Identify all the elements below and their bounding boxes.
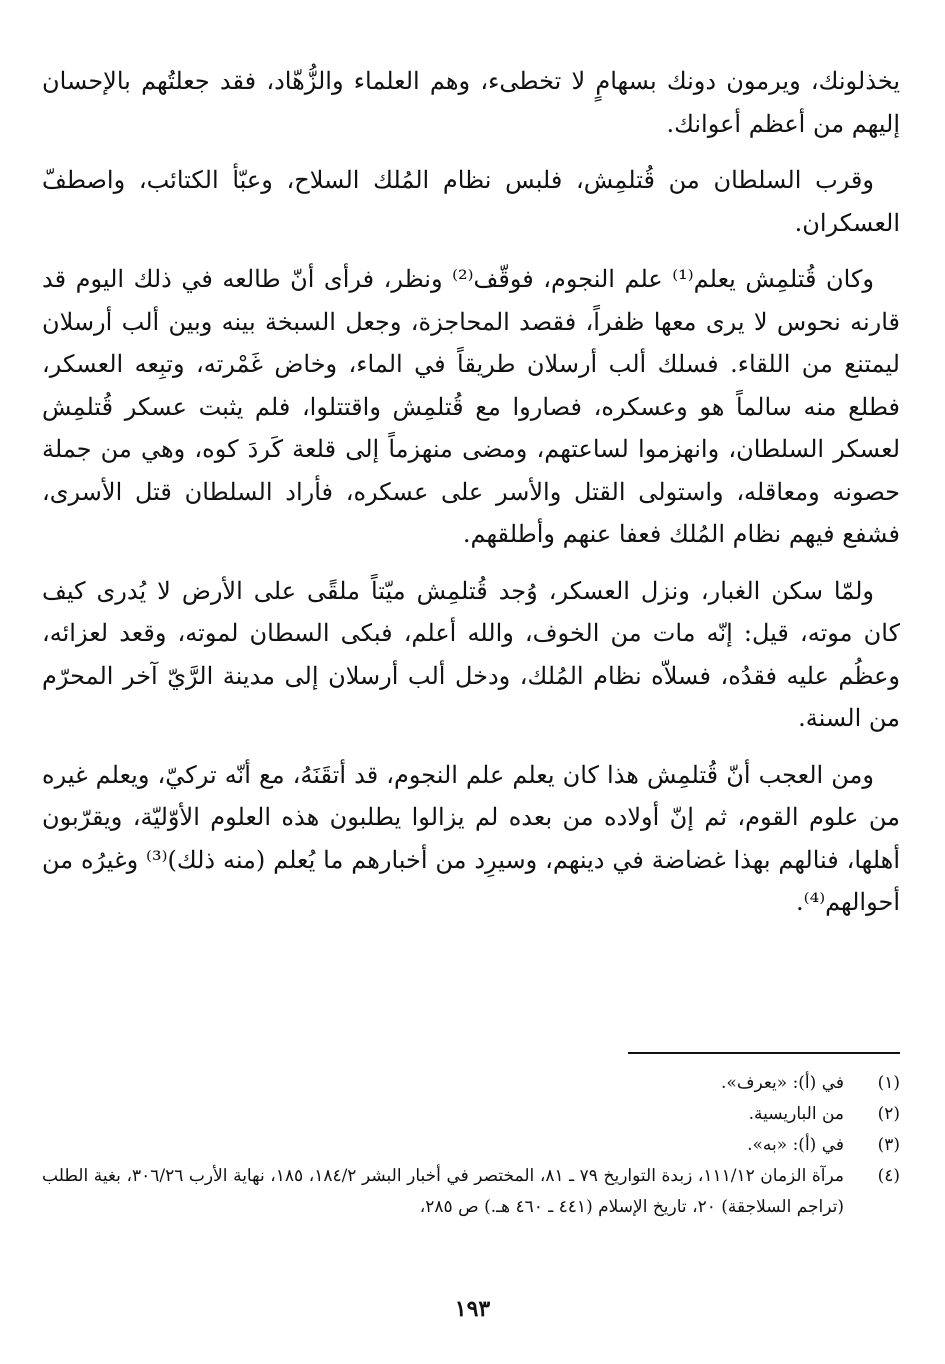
footnote-separator [628, 1052, 900, 1054]
footnote-number: (٤) [877, 1166, 900, 1186]
footnote-4 [42, 1161, 900, 1223]
paragraph-4: ولمّا سكن الغبار، ونزل العسكر، وُجد قُتلمِش ميّتاً ملقًى على الأرض لا يُدرى كيف كان موته، قيل: إنّه مات من الخوف، والله أعلم، فبكى السطان لموته، وقعد لعزائه، وعظُم عليه فقدُه، فسلاّه نظام المُلك، ودخل ألب أرسلان إلى مدينة الرَّيّ آخر المحرّم من السنة. [42, 576, 900, 732]
paragraph-5: ومن العجب أنّ قُتلمِش هذا كان يعلم علم النجوم، قد أتقَنَهُ، مع أنّه تركيّ، ويعلم غيره من علوم القوم، ثم إنّ أولاده من بعده لم يزالوا يطلبون هذه العلوم الأوّليّة، ويقرّبون أهلها، فنالهم بهذا غضاضة في دينهم، وسيرِد من أخبارهم ما يُعلم (منه ذلك)⁽³⁾ وغيرُه من أحوالهم⁽⁴⁾. [42, 760, 900, 916]
footnotes [42, 1068, 900, 1223]
paragraph-1: يخذلونك، ويرمون دونك بسهامٍ لا تخطىء، وهم العلماء والزُّهّاد، فقد جعلتُهم بالإحسان إليهم من أعظم أعوانك. [42, 67, 900, 138]
footnote-3 [42, 1130, 900, 1161]
footnote-2 [42, 1099, 900, 1130]
footnote-1 [42, 1068, 900, 1099]
footnote-number: (٢) [877, 1104, 900, 1124]
paragraph-3: وكان قُتلمِش يعلم⁽¹⁾ علم النجوم، فوقّف⁽²⁾ ونظر، فرأى أنّ طالعه في ذلك اليوم قد قارنه نحوس لا يرى معها ظفراً، فقصد المحاجزة، وجعل السبخة بينه وبين ألب أرسلان ليمتنع من اللقاء. فسلك ألب أرسلان طريقاً في الماء، وخاض غَمْرته، وتبِعه العسكر، فطلع منه سالماً هو وعسكره، فصاروا مع قُتلمِش واقتتلوا، فلم يثبت عسكر قُتلمِش لعسكر السلطان، وانهزموا لساعتهم، ومضى منهزماً إلى قلعة كَردَ كوه، وهي من جملة حصونه ومعاقله، واستولى القتل والأسر على عسكره، فأراد السلطان قتل الأسرى، فشفع فيهم نظام المُلك فعفا عنهم وأطلقهم. [42, 265, 900, 548]
footnote-text: في (أ): «يعرف». [721, 1073, 844, 1093]
main-text [42, 60, 900, 938]
footnote-number: (٣) [877, 1135, 900, 1155]
footnote-number: (١) [877, 1073, 900, 1093]
paragraph-2: وقرب السلطان من قُتلمِش، فلبس نظام المُلك السلاح، وعبّأ الكتائب، واصطفّ العسكران. [42, 166, 900, 237]
footnote-text: مرآة الزمان ١١١/١٢، زبدة التواريخ ٧٩ ـ ٨١، المختصر في أخبار البشر ١٨٤/٢، ١٨٥، نهاية الأرب ٣٠٦/٢٦، بغية الطلب (تراجم السلاجقة) ٢٠، تاريخ الإسلام (٤٤١ ـ ٤٦٠ هـ.) ص ٢٨٥، [42, 1166, 845, 1217]
footnote-text: في (أ): «به». [747, 1135, 844, 1155]
page-number: ١٩٣ [454, 1296, 491, 1322]
footnote-text: من الباريسية. [748, 1104, 844, 1124]
